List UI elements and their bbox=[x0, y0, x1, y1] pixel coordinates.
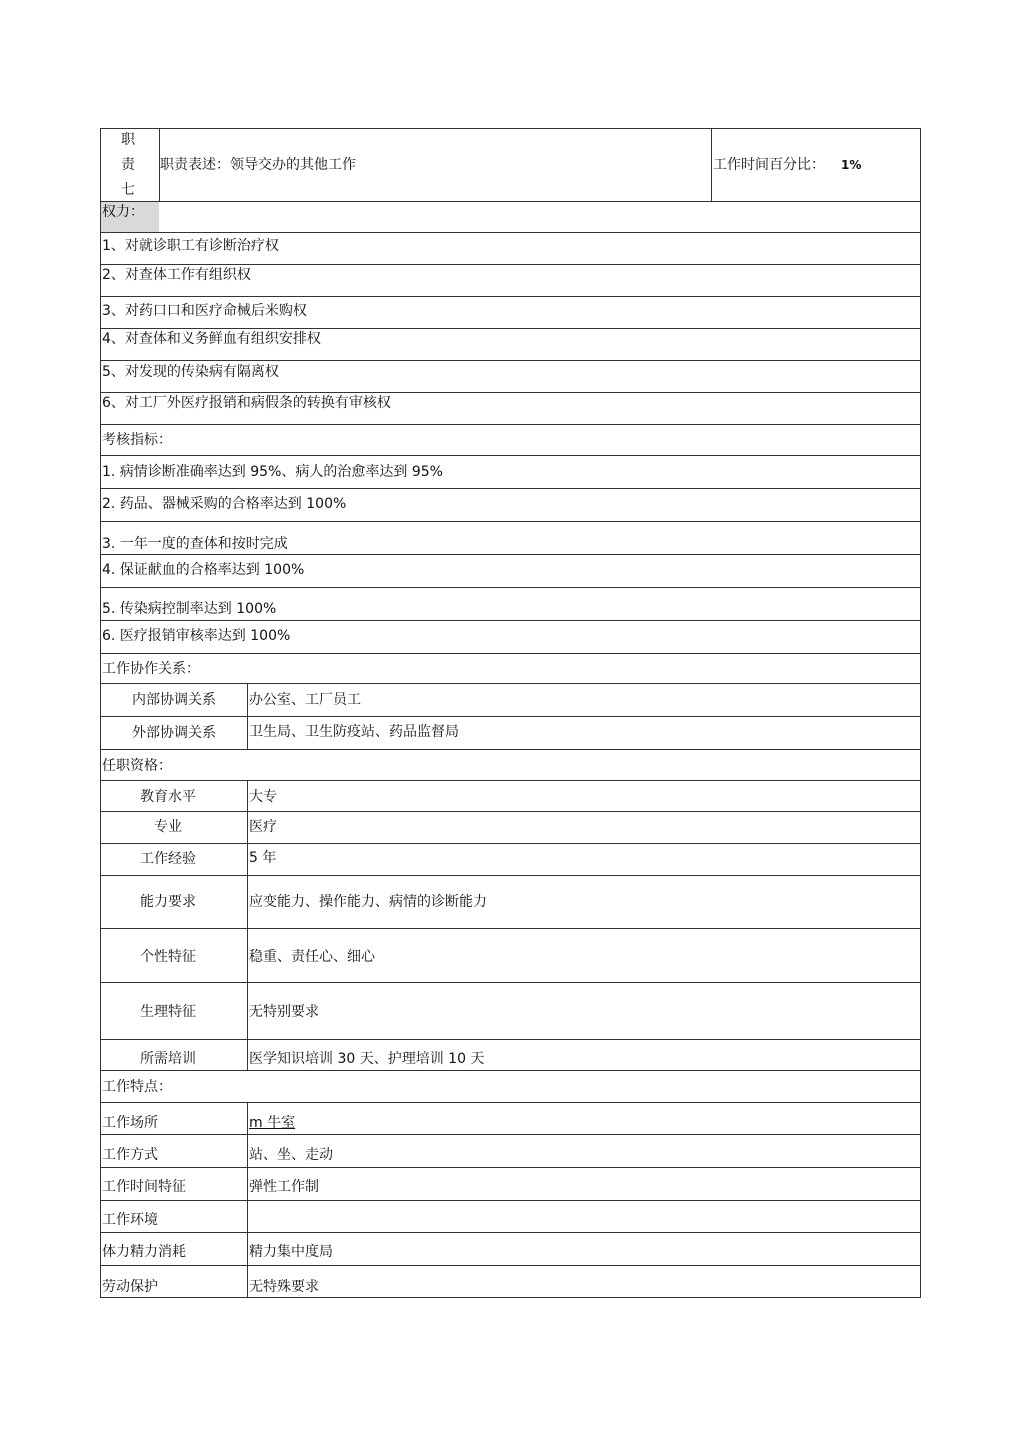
coordination-value: 办公室、工厂员工 bbox=[249, 692, 361, 708]
authority-item bbox=[100, 392, 921, 424]
work-feature-value: m 牛室 bbox=[249, 1115, 296, 1131]
duty-row bbox=[100, 128, 921, 201]
assessment-item bbox=[100, 521, 921, 554]
qualification-label: 生理特征 bbox=[140, 1004, 196, 1020]
duty-description: 职责表述：领导交办的其他工作 bbox=[160, 157, 356, 173]
qualification-row bbox=[100, 811, 921, 843]
work-features-heading: 工作特点： bbox=[102, 1079, 172, 1095]
coordination-heading: 工作协作关系： bbox=[102, 661, 200, 677]
authority-item-text: 1、对就诊职工有诊断治疗权 bbox=[102, 238, 279, 254]
qualification-label: 教育水平 bbox=[140, 789, 196, 805]
qualification-row bbox=[100, 780, 921, 811]
assessment-item bbox=[100, 554, 921, 587]
coordination-label: 外部协调关系 bbox=[132, 725, 216, 741]
qualification-label: 个性特征 bbox=[140, 949, 196, 965]
work-feature-label: 工作场所 bbox=[102, 1115, 158, 1131]
work-feature-row bbox=[100, 1265, 921, 1298]
assessment-item bbox=[100, 620, 921, 653]
qualification-value: 稳重、责任心、细心 bbox=[249, 949, 375, 965]
assessment-item-text: 6. 医疗报销审核率达到 100% bbox=[102, 628, 291, 644]
time-percent-value: 1% bbox=[841, 158, 862, 172]
qualifications-heading: 任职资格： bbox=[102, 758, 172, 774]
work-features-heading-row bbox=[100, 1070, 921, 1102]
authority-item bbox=[100, 296, 921, 328]
qualification-row bbox=[100, 928, 921, 982]
qualification-value: 大专 bbox=[249, 789, 277, 805]
qualification-label: 专业 bbox=[154, 819, 182, 835]
work-feature-label: 工作时间特征 bbox=[102, 1179, 186, 1195]
assessment-heading-row bbox=[100, 424, 921, 455]
work-feature-row bbox=[100, 1134, 921, 1167]
time-percent-label: 工作时间百分比： bbox=[713, 157, 825, 173]
work-feature-row bbox=[100, 1167, 921, 1200]
assessment-item bbox=[100, 488, 921, 521]
qualification-value: 医学知识培训 30 天、护理培训 10 天 bbox=[249, 1051, 485, 1067]
assessment-item bbox=[100, 455, 921, 488]
work-feature-row bbox=[100, 1200, 921, 1232]
qualification-label: 所需培训 bbox=[140, 1051, 196, 1067]
assessment-item-text: 5. 传染病控制率达到 100% bbox=[102, 601, 277, 617]
qualification-label: 能力要求 bbox=[140, 894, 196, 910]
authority-item-text: 2、对查体工作有组织权 bbox=[102, 267, 251, 283]
coordination-row bbox=[100, 683, 921, 716]
work-feature-value: 无特殊要求 bbox=[249, 1279, 319, 1295]
assessment-item-text: 2. 药品、器械采购的合格率达到 100% bbox=[102, 496, 347, 512]
authority-item bbox=[100, 360, 921, 392]
qualification-row bbox=[100, 875, 921, 928]
authority-heading-row bbox=[100, 201, 921, 232]
authority-item-text: 3、对药口口和医疗命械后米购权 bbox=[102, 303, 307, 319]
assessment-item bbox=[100, 587, 921, 620]
qualification-row bbox=[100, 982, 921, 1039]
qualification-value: 5 年 bbox=[249, 850, 277, 866]
coordination-row bbox=[100, 716, 921, 749]
authority-item bbox=[100, 232, 921, 264]
authority-item-text: 5、对发现的传染病有隔离权 bbox=[102, 364, 279, 380]
work-feature-row bbox=[100, 1102, 921, 1134]
coordination-heading-row bbox=[100, 653, 921, 683]
assessment-item-text: 3. 一年一度的查体和按时完成 bbox=[102, 536, 288, 552]
qualification-value: 应变能力、操作能力、病情的诊断能力 bbox=[249, 894, 487, 910]
work-feature-value: 精力集中度局 bbox=[249, 1244, 333, 1260]
qualification-label: 工作经验 bbox=[140, 851, 196, 867]
assessment-item-text: 1. 病情诊断准确率达到 95%、病人的治愈率达到 95% bbox=[102, 464, 443, 480]
work-feature-label: 工作方式 bbox=[102, 1147, 158, 1163]
work-feature-label: 工作环境 bbox=[102, 1212, 158, 1228]
qualification-row bbox=[100, 843, 921, 875]
work-feature-row bbox=[100, 1232, 921, 1265]
duty-label-char: 职 bbox=[121, 132, 135, 148]
job-description-table bbox=[100, 128, 921, 1298]
coordination-label: 内部协调关系 bbox=[132, 692, 216, 708]
duty-label-char: 责 bbox=[121, 157, 135, 173]
qualification-value: 无特别要求 bbox=[249, 1004, 319, 1020]
authority-item-text: 4、对查体和义务鲜血有组织安排权 bbox=[102, 331, 321, 347]
qualification-row bbox=[100, 1039, 921, 1070]
duty-label-char: 七 bbox=[121, 182, 135, 198]
authority-item-text: 6、对工厂外医疗报销和病假条的转换有审核权 bbox=[102, 395, 391, 411]
authority-item bbox=[100, 328, 921, 360]
authority-item bbox=[100, 264, 921, 296]
work-feature-label: 劳动保护 bbox=[102, 1279, 158, 1295]
qualification-value: 医疗 bbox=[249, 819, 277, 835]
work-feature-value: 站、坐、走动 bbox=[249, 1147, 333, 1163]
authority-heading: 权力： bbox=[102, 204, 144, 220]
work-feature-label: 体力精力消耗 bbox=[102, 1244, 186, 1260]
assessment-heading: 考核指标： bbox=[102, 432, 172, 448]
qualifications-heading-row bbox=[100, 749, 921, 780]
coordination-value: 卫生局、卫生防疫站、药品监督局 bbox=[249, 724, 459, 740]
assessment-item-text: 4. 保证献血的合格率达到 100% bbox=[102, 562, 305, 578]
work-feature-value: 弹性工作制 bbox=[249, 1179, 319, 1195]
